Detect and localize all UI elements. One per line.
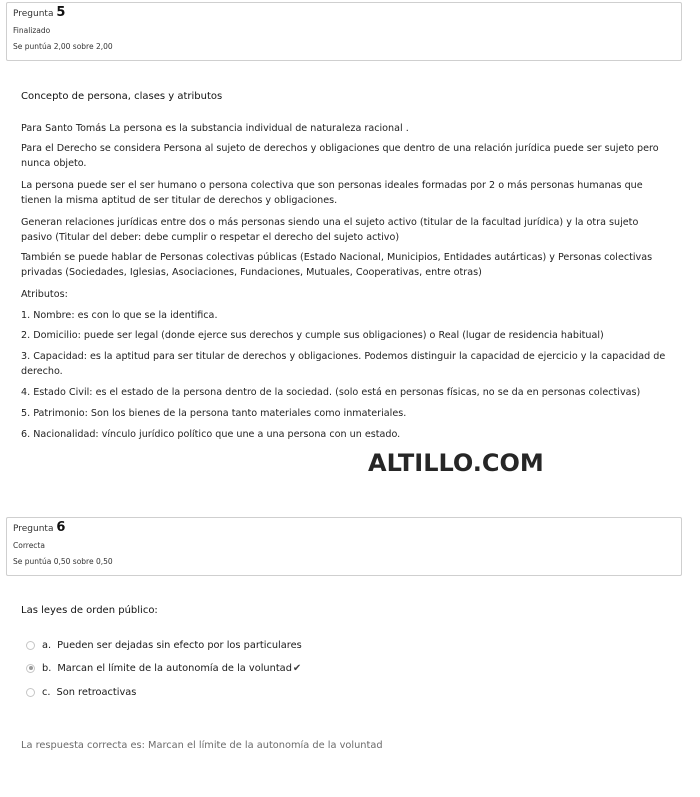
- answer-option-b[interactable]: [26, 661, 301, 675]
- paragraph: 1. Nombre: es con lo que se la identifica.: [21, 310, 218, 321]
- answer-option-a[interactable]: [26, 638, 302, 652]
- option-letter: c.: [42, 686, 51, 698]
- paragraph: 6. Nacionalidad: vínculo jurídico político que une a una persona con un estado.: [21, 429, 401, 440]
- paragraph: 3. Capacidad: es la aptitud para ser titular de derechos y obligaciones. Podemos distinguir la capacidad de ejercicio y la capacidad de derecho.: [21, 351, 666, 377]
- paragraph: Para Santo Tomás La persona es la substancia individual de naturaleza racional .: [21, 123, 409, 134]
- question-number: [13, 521, 675, 536]
- option-letter: a.: [42, 639, 52, 651]
- radio-button[interactable]: [26, 641, 35, 650]
- option-text: Marcan el límite de la autonomía de la voluntad: [57, 662, 292, 674]
- option-text: Pueden ser dejadas sin efecto por los particulares: [57, 639, 302, 651]
- question-label: Pregunta: [13, 9, 54, 19]
- question-grade: Se puntúa 2,00 sobre 2,00: [13, 42, 113, 51]
- radio-button[interactable]: [26, 688, 35, 697]
- paragraph: 4. Estado Civil: es el estado de la persona dentro de la sociedad. (solo está en personas físicas, no se da en personas colectivas): [21, 387, 641, 398]
- paragraph: Para el Derecho se considera Persona al sujeto de derechos y obligaciones que dentro de una relación jurídica puede ser sujeto pero nunca objeto.: [21, 143, 659, 169]
- question-number-value: 5: [56, 5, 66, 20]
- paragraph: Atributos:: [21, 289, 68, 300]
- question-5-title: Concepto de persona, clases y atributos: [21, 91, 223, 102]
- question-6-text: Las leyes de orden público:: [21, 605, 158, 616]
- paragraph: La persona puede ser el ser humano o persona colectiva que son personas ideales formadas por 2 o más personas humanas que tienen la misma aptitud de ser titular de derechos y obligaciones.: [21, 180, 643, 206]
- question-5-info: [6, 2, 682, 61]
- option-text: Son retroactivas: [56, 686, 137, 698]
- question-number-value: 6: [56, 520, 66, 535]
- right-answer-feedback: La respuesta correcta es: Marcan el límite de la autonomía de la voluntad: [21, 740, 383, 751]
- paragraph: Generan relaciones jurídicas entre dos o más personas siendo una el sujeto activo (titular de la facultad jurídica) y la otra sujeto pasivo (Titular del deber: debe cumplir o respetar el derecho del sujeto activo): [21, 217, 639, 243]
- correct-check-icon: ✔: [292, 662, 302, 674]
- question-state: Correcta: [13, 541, 45, 550]
- radio-button-selected[interactable]: [26, 664, 35, 673]
- question-state: Finalizado: [13, 26, 51, 35]
- paragraph: También se puede hablar de Personas colectivas públicas (Estado Nacional, Municipios, Entidades autárticas) y Personas colectivas privadas (Sociedades, Iglesias, Asociaciones, Fundaciones, Mutuales, Cooperativas, entre otras): [21, 252, 653, 278]
- altillo-watermark: ALTILLO.COM: [368, 449, 544, 477]
- question-6-info: [6, 517, 682, 576]
- question-label: Pregunta: [13, 524, 54, 534]
- answer-option-c[interactable]: [26, 685, 136, 699]
- question-number: [13, 6, 675, 21]
- paragraph: 5. Patrimonio: Son los bienes de la persona tanto materiales como inmateriales.: [21, 408, 407, 419]
- option-letter: b.: [42, 662, 52, 674]
- question-grade: Se puntúa 0,50 sobre 0,50: [13, 557, 113, 566]
- paragraph: 2. Domicilio: puede ser legal (donde ejerce sus derechos y cumple sus obligaciones) o Real (lugar de residencia habitual): [21, 330, 604, 341]
